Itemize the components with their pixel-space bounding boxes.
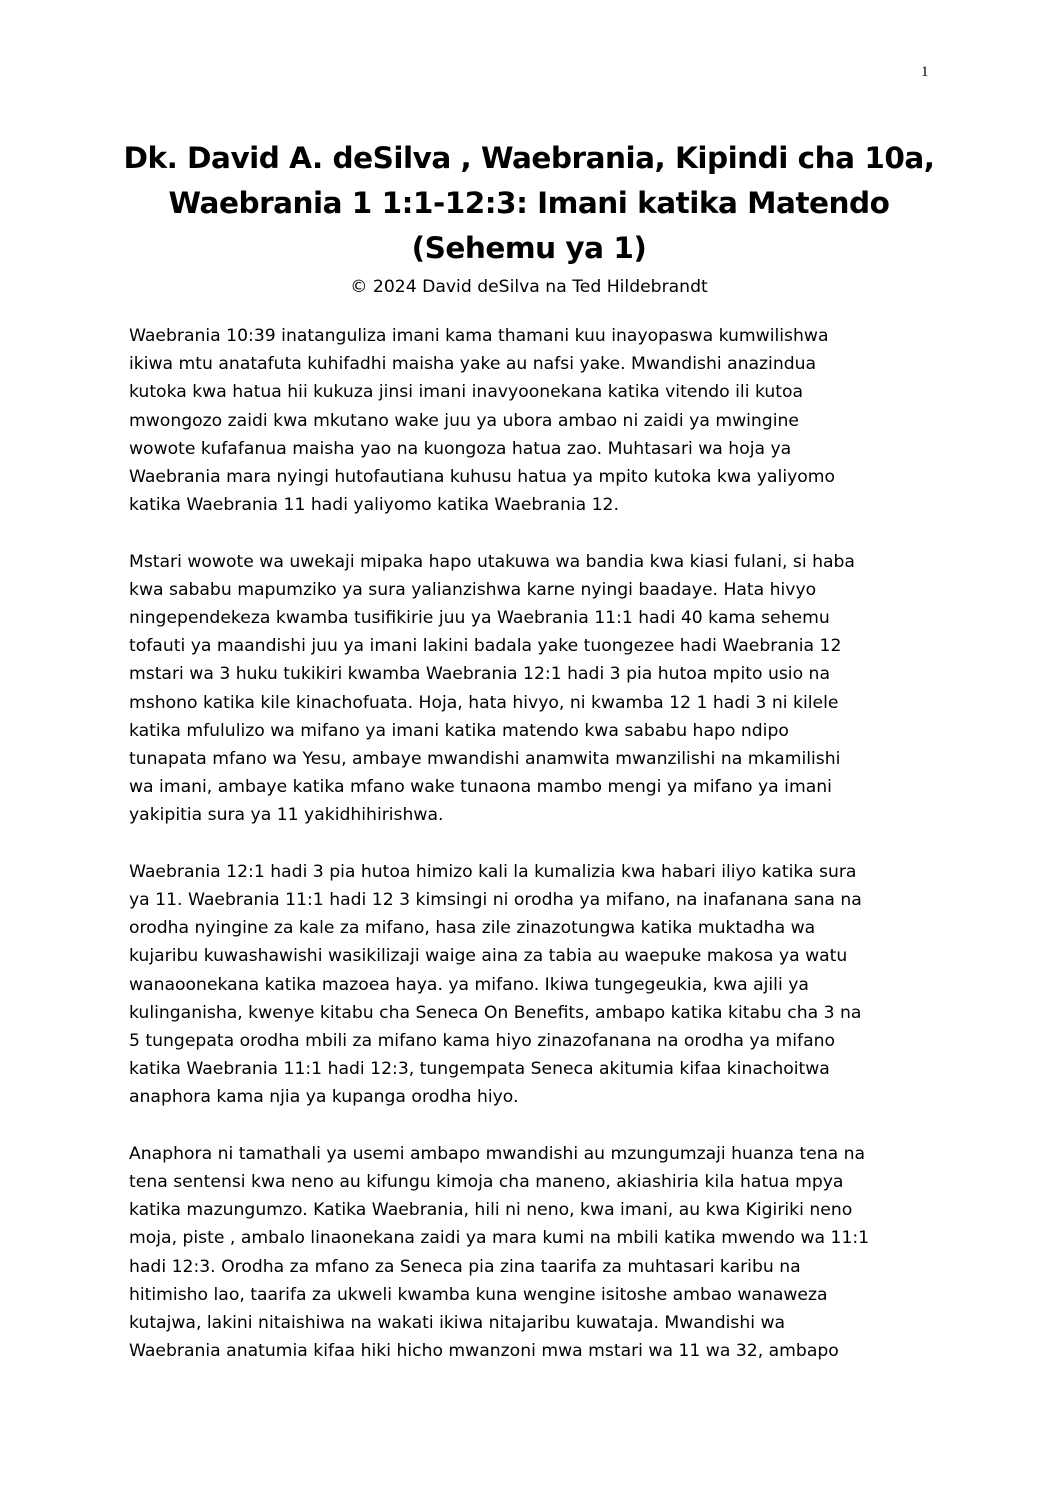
text-line: wa imani, ambaye katika mfano wake tunaona mambo mengi ya mifano ya imani [129,777,832,798]
text-line: kutajwa, lakini nitaishiwa na wakati ikiwa nitajaribu kuwataja. Mwandishi wa [129,1313,786,1334]
text-line: kujaribu kuwashawishi wasikilizaji waige aina za tabia au waepuke makosa ya watu [129,946,848,967]
text-line: katika Waebrania 11:1 hadi 12:3, tungempata Seneca akitumia kifaa kinachoitwa [129,1059,830,1080]
text-line: Anaphora ni tamathali ya usemi ambapo mwandishi au mzungumzaji huanza tena na [129,1143,866,1164]
text-line: mstari wa 3 huku tukikiri kwamba Waebrania 12:1 hadi 3 pia hutoa mpito usio na [129,664,830,685]
text-line: hitimisho lao, taarifa za ukweli kwamba kuna wengine isitoshe ambao wanaweza [129,1284,828,1305]
text-line: wanaoonekana katika mazoea haya. ya mifano. Ikiwa tungegeukia, kwa ajili ya [129,974,809,995]
text-line: orodha nyingine za kale za mifano, hasa zile zinazotungwa katika muktadha wa [129,918,816,939]
text-line: 5 tungepata orodha mbili za mifano kama hiyo zinazofanana na orodha ya mifano [129,1031,836,1052]
title-line: Waebrania 1 1:1-12:3: Imani katika Matendo [168,186,890,220]
text-line: katika mazungumzo. Katika Waebrania, hili ni neno, kwa imani, au kwa Kigiriki neno [129,1200,853,1221]
text-line: kutoka kwa hatua hii kukuza jinsi imani inavyoonekana katika vitendo ili kutoa [129,382,804,403]
paragraph [129,1140,939,1366]
text-line: katika mfululizo wa mifano ya imani katika matendo kwa sababu hapo ndipo [129,720,789,741]
title-block [100,136,958,299]
text-line: hadi 12:3. Orodha za mfano za Seneca pia zina taarifa za muhtasari karibu na [129,1256,801,1277]
paragraph [129,548,939,830]
text-line: Waebrania 12:1 hadi 3 pia hutoa himizo kali la kumalizia kwa habari iliyo katika sura [129,861,857,882]
title-line: Dk. David A. deSilva , Waebrania, Kipindi cha 10a, [123,141,935,175]
page-number: 1 [921,64,929,80]
text-line: ningependekeza kwamba tusifikirie juu ya Waebrania 11:1 hadi 40 kama sehemu [129,608,830,629]
text-line: wowote kufafanua maisha yao na kuongoza hatua zao. Muhtasari wa hoja ya [129,438,792,459]
document-body [129,322,939,1394]
text-line: tena sentensi kwa neno au kifungu kimoja cha maneno, akiashiria kila hatua mpya [129,1172,844,1193]
paragraph [129,322,939,519]
text-line: moja, piste , ambalo linaonekana zaidi ya mara kumi na mbili katika mwendo wa 11:1 [129,1228,870,1249]
text-line: kulinganisha, kwenye kitabu cha Seneca On Benefits, ambapo katika kitabu cha 3 na [129,1002,862,1023]
text-line: Waebrania anatumia kifaa hiki hicho mwanzoni mwa mstari wa 11 wa 32, ambapo [129,1341,839,1362]
paragraph [129,858,939,1112]
text-line: yakipitia sura ya 11 yakidhihirishwa. [129,805,444,826]
document-title [100,136,958,271]
text-line: ikiwa mtu anatafuta kuhifadhi maisha yake au nafsi yake. Mwandishi anazindua [129,354,817,375]
text-line: tofauti ya maandishi juu ya imani lakini badala yake tuongezee hadi Waebrania 12 [129,636,842,657]
text-line: kwa sababu mapumziko ya sura yalianzishwa karne nyingi baadaye. Hata hivyo [129,579,817,600]
title-line: (Sehemu ya 1) [411,231,647,265]
copyright-notice: © 2024 David deSilva na Ted Hildebrandt [350,277,708,297]
text-line: anaphora kama njia ya kupanga orodha hiyo. [129,1087,519,1108]
text-line: Waebrania 10:39 inatanguliza imani kama thamani kuu inayopaswa kumwilishwa [129,326,829,346]
text-line: Mstari wowote wa uwekaji mipaka hapo utakuwa wa bandia kwa kiasi fulani, si haba [129,551,855,572]
text-line: ya 11. Waebrania 11:1 hadi 12 3 kimsingi ni orodha ya mifano, na inafanana sana na [129,890,862,911]
text-line: tunapata mfano wa Yesu, ambaye mwandishi anamwita mwanzilishi na mkamilishi [129,749,841,770]
text-line: mwongozo zaidi kwa mkutano wake juu ya ubora ambao ni zaidi ya mwingine [129,410,799,431]
text-line: mshono katika kile kinachofuata. Hoja, hata hivyo, ni kwamba 12 1 hadi 3 ni kilele [129,692,839,713]
text-line: Waebrania mara nyingi hutofautiana kuhusu hatua ya mpito kutoka kwa yaliyomo [129,467,836,488]
text-line: katika Waebrania 11 hadi yaliyomo katika Waebrania 12. [129,495,619,516]
